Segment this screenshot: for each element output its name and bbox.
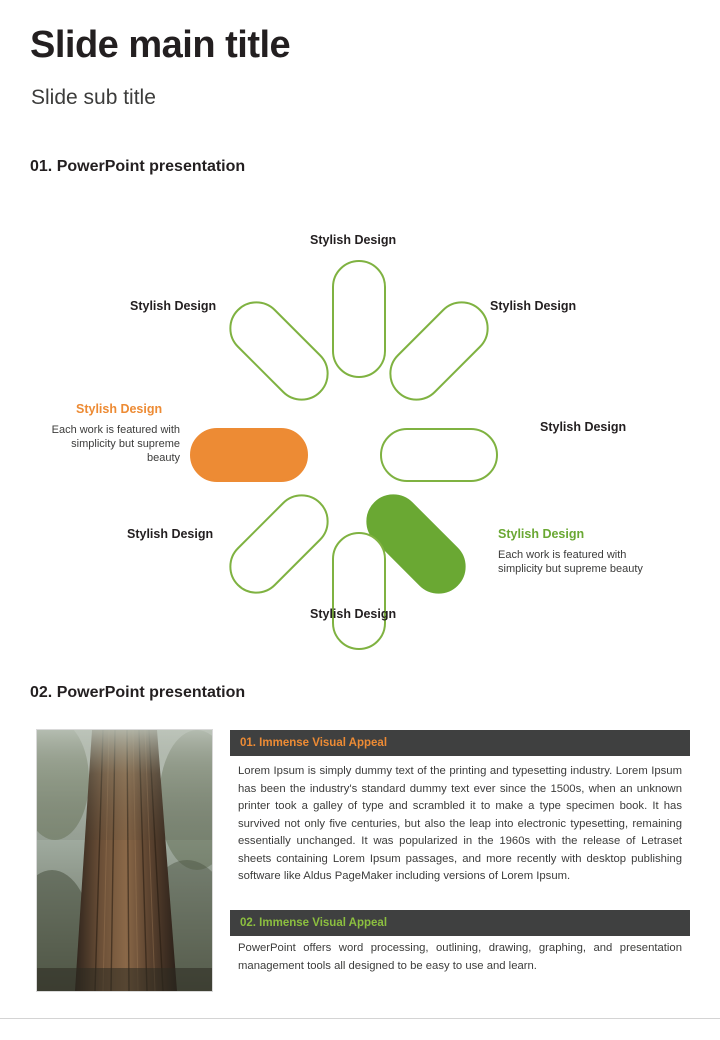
content-bar-1-title: 01. Immense Visual Appeal	[240, 737, 388, 749]
petal-label-upper-right: Stylish Design	[490, 299, 577, 313]
tree-photo-image	[37, 730, 212, 991]
petal-left[interactable]	[190, 428, 308, 482]
content-bar-2	[230, 910, 690, 936]
petal-top[interactable]	[332, 260, 386, 378]
petal-desc-lower-right: Each work is featured with simplicity but supreme beauty	[498, 549, 643, 575]
section-heading-1: 01. PowerPoint presentation	[30, 158, 246, 175]
petal-right[interactable]	[380, 428, 498, 482]
tree-photo	[36, 729, 213, 992]
content-paragraph-1: Lorem Ipsum is simply dummy text of the printing and typesetting industry. Lorem Ipsum has been the industry's standard dummy text ever since the 1500s, when an unknown printer took a galley of type and scrambled it to make a type specimen book. It has survived not only five centuries, but also the leap into electronic typesetting, remaining essentially unchanged. It was popularized in the 1960s with the release of Letraset sheets containing Lorem Ipsum passages, and more recently with desktop publishing software like Aldus PageMaker including versions of Lorem Ipsum.	[238, 765, 682, 882]
petal-label-top: Stylish Design	[310, 233, 397, 247]
page-title: Slide main title	[30, 24, 291, 66]
petal-diagram	[0, 200, 720, 650]
content-bar-1	[230, 730, 690, 756]
section-heading-2: 02. PowerPoint presentation	[30, 684, 246, 701]
petal-desc-left: Each work is featured with simplicity but supreme beauty	[51, 424, 180, 464]
petal-label-left: Stylish Design	[76, 402, 163, 416]
content-paragraph-2: PowerPoint offers word processing, outlining, drawing, graphing, and presentation management tools all designed to be easy to use and learn.	[238, 942, 682, 972]
petal-label-upper-left: Stylish Design	[130, 299, 217, 313]
petal-lower-left[interactable]	[218, 483, 340, 605]
petal-label-lower-right: Stylish Design	[498, 527, 585, 541]
petal-upper-right[interactable]	[378, 290, 500, 412]
petal-label-lower-left: Stylish Design	[127, 527, 214, 541]
petal-label-bottom: Stylish Design	[310, 607, 397, 621]
content-bar-2-title: 02. Immense Visual Appeal	[240, 917, 388, 929]
petal-label-right: Stylish Design	[540, 420, 627, 434]
footer-divider	[0, 1018, 720, 1019]
page-subtitle: Slide sub title	[31, 86, 156, 109]
petal-bottom[interactable]	[332, 532, 386, 650]
petal-upper-left[interactable]	[218, 290, 340, 412]
